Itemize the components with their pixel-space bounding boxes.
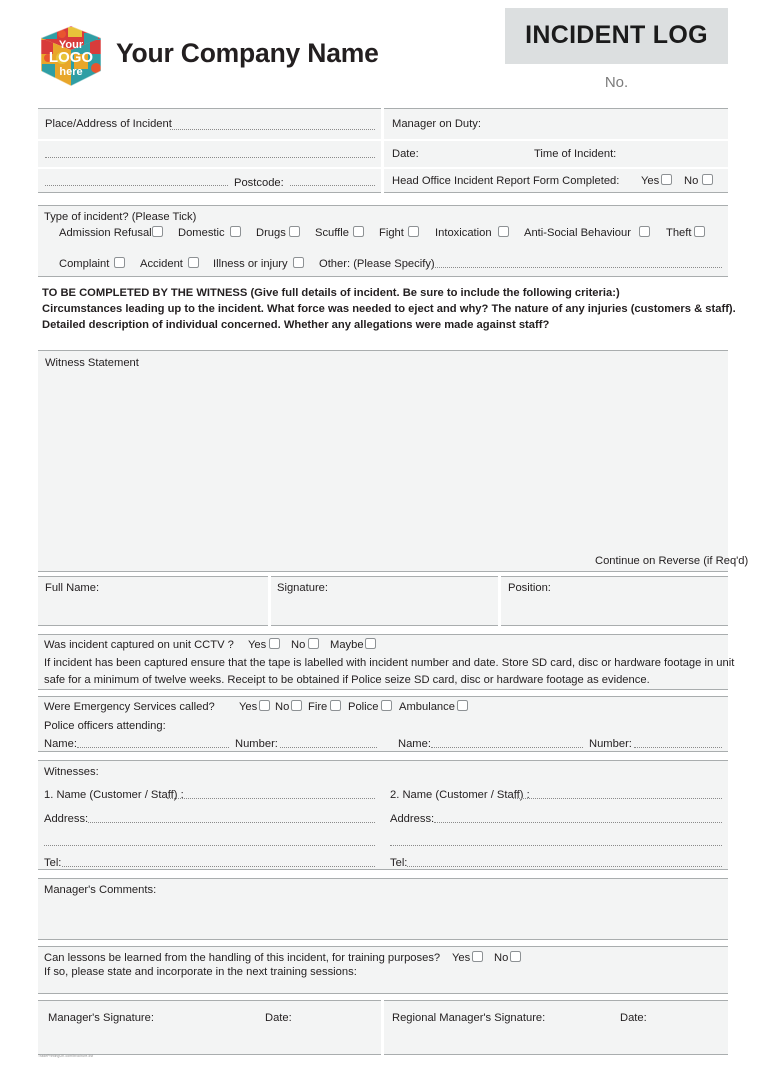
cctv-no-label: No [291,639,306,651]
emergency-no-label: No [275,701,290,713]
footer-credit: TradePrintingUK.com/brochure-list [38,1054,94,1058]
cctv-note-line-1: If incident has been captured ensure that the tape is labelled with incident number and date. Store SD card, disc or hardware footage in unit [44,657,735,669]
witness-1-address-label: Address: [44,813,89,825]
cctv-yes-checkbox[interactable] [269,638,280,649]
logo-cube-icon [38,24,104,90]
type-checkbox-complaint[interactable] [114,257,125,268]
emergency-yes-checkbox[interactable] [259,700,270,711]
head-office-yes-checkbox[interactable] [661,174,672,185]
witness-1-address-line-2[interactable] [44,845,375,846]
company-logo [38,24,104,90]
manager-comments-label: Manager's Comments: [44,884,157,896]
witness-2-address-line-2[interactable] [390,845,722,846]
witness-instruction-line-1: TO BE COMPLETED BY THE WITNESS (Give full details of incident. Be sure to include the following criteria:) [42,287,620,299]
place-line-3[interactable] [45,185,228,186]
witness-2-address-line-1[interactable] [434,822,722,823]
cctv-no-checkbox[interactable] [308,638,319,649]
officer-2-number-label: Number: [589,738,632,750]
witness-1-tel-label: Tel: [44,857,62,869]
type-checkbox-intoxication[interactable] [498,226,509,237]
head-office-no-checkbox[interactable] [702,174,713,185]
form-header [0,0,768,104]
officer-1-name-label: Name: [44,738,77,750]
logo-line-2: LOGO [48,49,94,66]
type-checkbox-fight[interactable] [408,226,419,237]
witness-instruction-line-3: Detailed description of individual concerned. Whether any allegations were made against staff? [42,319,550,331]
top-panel-divider [381,108,384,193]
type-label-accident: Accident [140,258,183,270]
identity-divider-1 [268,576,271,626]
top-left-sep-2 [38,167,381,169]
witness-1-name-line[interactable] [167,798,375,799]
officer-1-number-label: Number: [235,738,278,750]
emergency-police-checkbox[interactable] [381,700,392,711]
incident-number-label: No. [604,74,629,91]
witness-statement-label: Witness Statement [45,357,139,369]
witness-2-address-label: Address: [390,813,435,825]
type-checkbox-scuffle[interactable] [353,226,364,237]
incident-date-label: Date: [392,148,419,160]
witnesses-heading: Witnesses: [44,766,99,778]
regional-manager-signature-label: Regional Manager's Signature: [392,1012,546,1024]
manager-on-duty-label: Manager on Duty: [392,118,481,130]
cctv-yes-label: Yes [248,639,267,651]
lessons-no-checkbox[interactable] [510,951,521,962]
witness-instruction-line-2: Circumstances leading up to the incident. What force was needed to eject and why? The nature of any injuries (customers & staff). [42,303,736,315]
lessons-yes-label: Yes [452,952,471,964]
signature-label: Signature: [277,582,328,594]
identity-panel [38,576,728,626]
cctv-note-line-2: safe for a minimum of twelve weeks. Receipt to be obtained if Police seize SD card, disc or hardware footage as evidence. [44,674,650,686]
type-label-drugs: Drugs [256,227,286,239]
lessons-yes-checkbox[interactable] [472,951,483,962]
company-name: Your Company Name [116,38,379,68]
page-title: INCIDENT LOG [525,21,708,49]
type-label-theft: Theft [666,227,692,239]
postcode-label: Postcode: [234,177,284,189]
regional-manager-date-label: Date: [620,1012,647,1024]
type-checkbox-illness-or-injury[interactable] [293,257,304,268]
incident-time-label: Time of Incident: [534,148,617,160]
other-specify-line[interactable] [432,267,722,268]
emergency-fire-label: Fire [308,701,328,713]
witness-2-name-line[interactable] [513,798,722,799]
cctv-maybe-label: Maybe [330,639,364,651]
place-line-1[interactable] [170,129,375,130]
manager-signature-date-label: Date: [265,1012,292,1024]
emergency-police-label: Police [348,701,379,713]
full-name-label: Full Name: [45,582,100,594]
signatures-divider [381,1000,384,1055]
witness-statement-panel[interactable] [38,350,728,572]
cctv-maybe-checkbox[interactable] [365,638,376,649]
incident-log-band [505,8,728,64]
type-label-intoxication: Intoxication [435,227,492,239]
type-label-illness-or-injury: Illness or injury [213,258,288,270]
head-office-no-label: No [684,175,699,187]
witnesses-panel [38,760,728,870]
officer-2-name-label: Name: [398,738,431,750]
emergency-fire-checkbox[interactable] [330,700,341,711]
type-label-admission-refusal: Admission Refusal [59,227,152,239]
officer-2-number-line[interactable] [634,747,722,748]
incident-type-heading: Type of incident? (Please Tick) [44,211,197,223]
emergency-yes-label: Yes [239,701,258,713]
postcode-line[interactable] [290,185,375,186]
head-office-form-label: Head Office Incident Report Form Completed: [392,175,620,187]
type-label-fight: Fight [379,227,404,239]
witness-1-address-line-1[interactable] [88,822,375,823]
top-left-sep-1 [38,139,381,141]
manager-signature-label: Manager's Signature: [48,1012,154,1024]
type-label-anti-social-behaviour: Anti-Social Behaviour [524,227,631,239]
officer-2-name-line[interactable] [431,747,583,748]
other-specify-label: Other: (Please Specify) [319,258,435,270]
type-checkbox-theft[interactable] [694,226,705,237]
emergency-question: Were Emergency Services called? [44,701,215,713]
place-of-incident-label: Place/Address of Incident [45,118,172,130]
position-label: Position: [508,582,551,594]
type-checkbox-anti-social-behaviour[interactable] [639,226,650,237]
officer-1-number-line[interactable] [280,747,377,748]
top-right-sep-2 [384,167,728,169]
witness-1-tel-line[interactable] [62,866,375,867]
emergency-ambulance-checkbox[interactable] [457,700,468,711]
top-right-sep-1 [384,139,728,141]
emergency-ambulance-label: Ambulance [399,701,455,713]
lessons-follow-up: If so, please state and incorporate in the next training sessions: [44,966,357,978]
type-checkbox-admission-refusal[interactable] [152,226,163,237]
type-label-scuffle: Scuffle [315,227,349,239]
emergency-no-checkbox[interactable] [291,700,302,711]
type-label-complaint: Complaint [59,258,110,270]
witness-2-name-label: 2. Name (Customer / Staff) : [390,789,530,801]
continue-on-reverse-note: Continue on Reverse (if Req'd) [595,555,749,567]
type-checkbox-drugs[interactable] [289,226,300,237]
witness-2-tel-label: Tel: [390,857,408,869]
identity-divider-2 [498,576,501,626]
witness-2-tel-line[interactable] [407,866,722,867]
head-office-yes-label: Yes [641,175,660,187]
lessons-question: Can lessons be learned from the handling of this incident, for training purposes? [44,952,441,964]
police-officers-attending-label: Police officers attending: [44,720,166,732]
logo-line-1: Your [58,39,84,51]
lessons-no-label: No [494,952,509,964]
place-line-2[interactable] [45,157,375,158]
cctv-question: Was incident captured on unit CCTV ? [44,639,234,651]
officer-1-name-line[interactable] [77,747,229,748]
type-label-domestic: Domestic [178,227,225,239]
logo-line-3: here [59,66,83,78]
type-checkbox-accident[interactable] [188,257,199,268]
witness-1-name-label: 1. Name (Customer / Staff) : [44,789,184,801]
type-checkbox-domestic[interactable] [230,226,241,237]
